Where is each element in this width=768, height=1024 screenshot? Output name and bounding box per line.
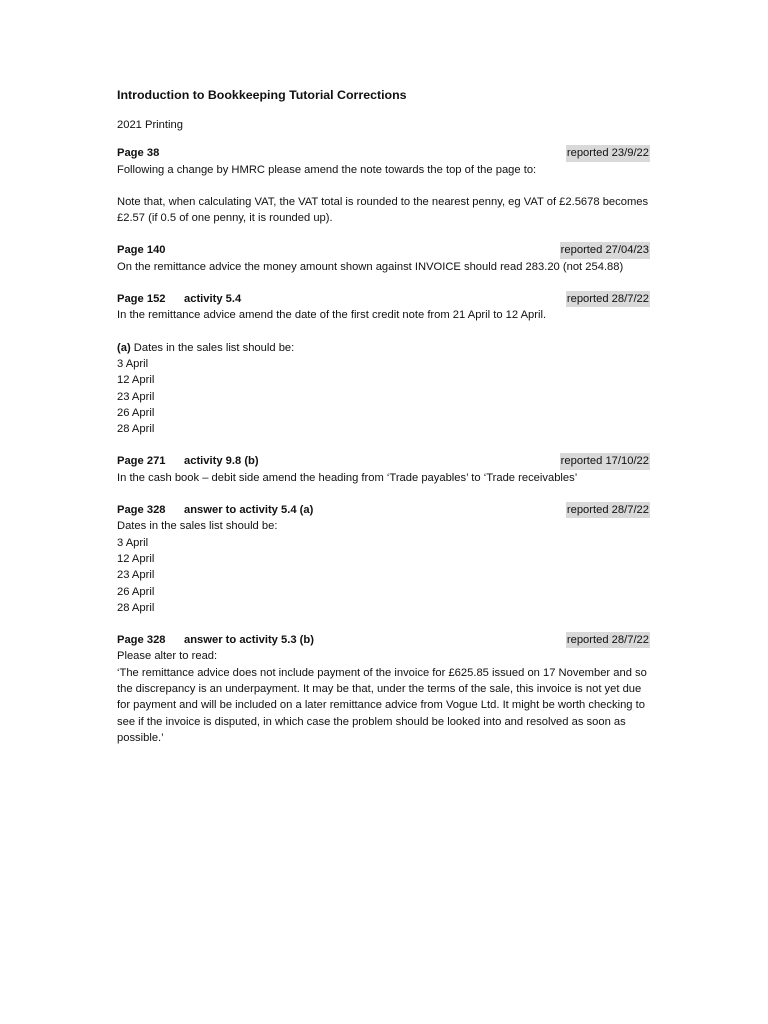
reported-date: reported 23/9/22	[566, 145, 650, 161]
activity-reference: answer to activity 5.3 (b)	[184, 634, 314, 647]
activity-reference: answer to activity 5.4 (a)	[184, 504, 314, 517]
reported-date: reported 17/10/22	[560, 453, 650, 469]
correction-entry	[117, 145, 650, 226]
correction-text: Following a change by HMRC please amend the note towards the top of the page to:	[117, 163, 537, 176]
reported-date: reported 28/7/22	[566, 291, 650, 307]
date-item: 26 April	[117, 406, 155, 419]
sub-item-text: Dates in the sales list should be:	[133, 341, 295, 354]
correction-text: In the remittance advice amend the date of the first credit note from 21 April to 12 April.	[117, 309, 547, 322]
date-item: 12 April	[117, 374, 155, 387]
correction-entry	[117, 502, 650, 616]
date-item: 3 April	[117, 357, 149, 370]
entry-header	[117, 502, 650, 518]
document-title: Introduction to Bookkeeping Tutorial Corrections	[117, 88, 407, 102]
entry-header	[117, 632, 650, 648]
document-page	[117, 86, 650, 762]
reported-date: reported 27/04/23	[560, 242, 650, 258]
date-item: 23 April	[117, 390, 155, 403]
reported-date: reported 28/7/22	[566, 502, 650, 518]
page-reference: Page 38	[117, 147, 160, 160]
correction-text: In the cash book – debit side amend the heading from ‘Trade payables’ to ‘Trade receivables’	[117, 471, 578, 484]
entry-header	[117, 453, 650, 469]
correction-text: Please alter to read:	[117, 650, 218, 663]
correction-text: Note that, when calculating VAT, the VAT total is rounded to the nearest penny, eg VAT of £2.5678 becomes £2.57 (if 0.5 of one penny, it is rounded up).	[117, 195, 649, 225]
sub-item	[117, 340, 650, 356]
date-item: 3 April	[117, 536, 149, 549]
correction-entry	[117, 453, 650, 486]
date-item: 28 April	[117, 423, 155, 436]
page-reference: Page 328	[117, 504, 166, 517]
correction-text: On the remittance advice the money amount shown against INVOICE should read 283.20 (not 254.88)	[117, 260, 624, 273]
entry-header	[117, 145, 650, 161]
correction-entry	[117, 632, 650, 746]
date-item: 26 April	[117, 585, 155, 598]
reported-date: reported 28/7/22	[566, 632, 650, 648]
activity-reference: activity 9.8 (b)	[184, 455, 259, 468]
correction-text: Dates in the sales list should be:	[117, 520, 278, 533]
date-item: 12 April	[117, 552, 155, 565]
page-reference: Page 328	[117, 634, 166, 647]
entry-header	[117, 242, 650, 258]
page-reference: Page 271	[117, 455, 166, 468]
date-item: 23 April	[117, 569, 155, 582]
sub-item-label: (a)	[117, 341, 131, 354]
page-reference: Page 140	[117, 244, 166, 257]
date-item: 28 April	[117, 601, 155, 614]
entry-header	[117, 291, 650, 307]
correction-entry	[117, 242, 650, 275]
printing-edition: 2021 Printing	[117, 119, 183, 131]
correction-entry	[117, 291, 650, 437]
activity-reference: activity 5.4	[184, 293, 242, 306]
page-reference: Page 152	[117, 293, 166, 306]
replacement-text: ‘The remittance advice does not include payment of the invoice for £625.85 issued on 17 November and so the discrepancy is an underpayment. It may be that, under the terms of the sale, this invoice is not yet due for payment and will be included on a later remittance advice from Vogue Ltd. It might be worth checking to see if the invoice is disputed, in which case the problem should be looked into and resolved as soon as possible.’	[117, 666, 647, 744]
